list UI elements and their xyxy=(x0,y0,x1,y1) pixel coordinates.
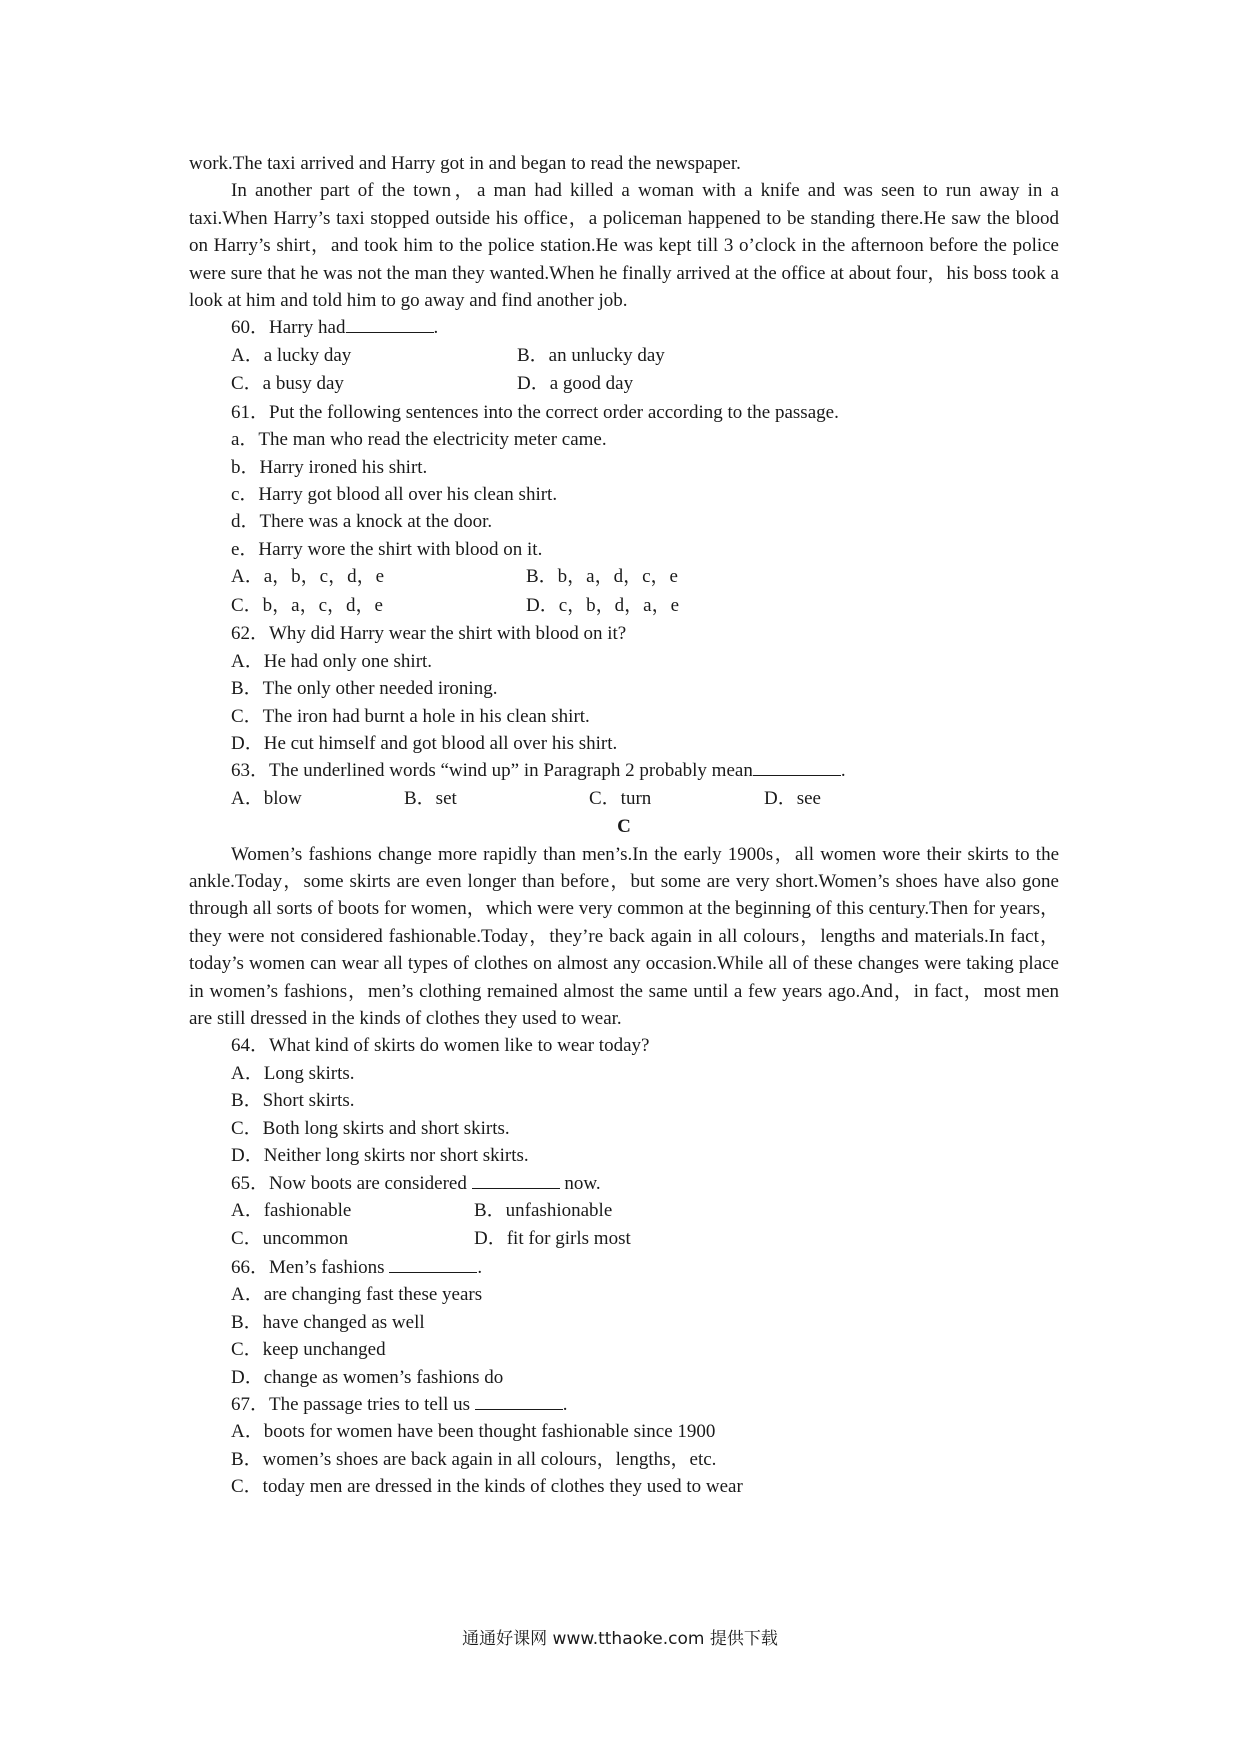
question-63 xyxy=(189,757,1059,784)
question-60-end: . xyxy=(433,317,439,339)
option-c: C．uncommon xyxy=(231,1228,349,1250)
answer-blank xyxy=(389,1257,477,1273)
question-63-end: . xyxy=(840,760,846,782)
option-a: A．Long skirts. xyxy=(231,1062,355,1084)
option-d: D．change as women’s fashions do xyxy=(231,1366,504,1388)
page-footer: 通通好课网 www.tthaoke.com 提供下载 xyxy=(462,1629,778,1649)
question-67 xyxy=(189,1391,1059,1418)
question-60-options-row-1 xyxy=(189,342,1059,371)
option-a: A．a lucky day xyxy=(231,344,352,366)
question-63-stem: 63．The underlined words “wind up” in Paragraph 2 probably mean xyxy=(231,760,753,782)
question-60 xyxy=(189,314,1059,341)
option-d: D．see xyxy=(764,787,821,809)
question-61-options-row-1 xyxy=(189,563,1059,592)
option-c: C．b，a，c，d，e xyxy=(231,594,383,616)
answer-blank xyxy=(753,760,841,776)
list-item: b．Harry ironed his shirt. xyxy=(231,456,428,478)
option-c: C．Both long skirts and short skirts. xyxy=(231,1117,510,1139)
section-heading: C xyxy=(617,816,631,838)
option-b: B．an unlucky day xyxy=(517,344,665,366)
option-a: A．are changing fast these years xyxy=(231,1284,483,1306)
page-content xyxy=(189,150,1059,1501)
option-a: A．fashionable xyxy=(231,1199,352,1221)
passage-b-paragraph-1: work.The taxi arrived and Harry got in and began to read the newspaper. xyxy=(189,153,741,174)
list-item: d．There was a knock at the door. xyxy=(231,511,493,533)
answer-blank xyxy=(475,1394,563,1410)
question-62-stem: 62．Why did Harry wear the shirt with blood on it? xyxy=(231,623,627,645)
option-d: D．a good day xyxy=(517,373,634,395)
option-a: A．boots for women have been thought fashionable since 1900 xyxy=(231,1421,716,1443)
passage-c: Women’s fashions change more rapidly than men’s.In the early 1900s，all women wore their skirts to the ankle.Today，some skirts are even longer than before，but some are very short.Women’s shoes have also gone through all sorts of boots for women，which were very common at the beginning of this century.Then for years，they were not considered fashionable.Today，they’re back again in all colours，lengths and materials.In fact，today’s women can wear all types of clothes on almost any occasion.While all of these changes were taking place in women’s fashions，men’s clothing remained almost the same until a few years ago.And，in fact，most men are still dressed in the kinds of clothes they used to wear. xyxy=(189,843,1059,1030)
question-66-end: . xyxy=(477,1256,483,1278)
option-d: D．Neither long skirts nor short skirts. xyxy=(231,1145,529,1167)
question-65-options-row-2 xyxy=(189,1225,1059,1254)
option-c: C．a busy day xyxy=(231,373,344,395)
option-a: A．He had only one shirt. xyxy=(231,650,433,672)
option-b: B．set xyxy=(404,787,457,809)
option-b: B．unfashionable xyxy=(474,1199,613,1221)
option-d: D．He cut himself and got blood all over his shirt. xyxy=(231,732,618,754)
option-b: B．have changed as well xyxy=(231,1311,425,1333)
option-c: C．today men are dressed in the kinds of clothes they used to wear xyxy=(231,1476,743,1498)
question-61-options-row-2 xyxy=(189,592,1059,621)
option-b: B．Short skirts. xyxy=(231,1090,355,1112)
question-60-stem: 60．Harry had xyxy=(231,317,346,339)
option-b: B．women’s shoes are back again in all colours，lengths，etc. xyxy=(231,1448,717,1470)
option-c: C．turn xyxy=(589,787,652,809)
option-c: C．The iron had burnt a hole in his clean shirt. xyxy=(231,705,590,727)
option-b: B．b，a，d，c，e xyxy=(526,566,678,588)
question-65-options-row-1 xyxy=(189,1197,1059,1226)
option-d: D．c，b，d，a，e xyxy=(526,594,680,616)
question-67-stem: 67．The passage tries to tell us xyxy=(231,1393,471,1415)
answer-blank xyxy=(472,1173,560,1189)
passage-b-paragraph-2: In another part of the town，a man had killed a woman with a knife and was seen to run away in a taxi.When Harry’s taxi stopped outside his office，a policeman happened to be standing there.He saw the blood on Harry’s shirt，and took him to the police station.He was kept till 3 o’clock in the afternoon before the police were sure that he was not the man they wanted.When he finally arrived at the office at about four，his boss took a look at him and told him to go away and find another job. xyxy=(189,180,1059,312)
question-66-stem: 66．Men’s fashions xyxy=(231,1256,385,1278)
option-b: B．The only other needed ironing. xyxy=(231,678,498,700)
list-item: a．The man who read the electricity meter came. xyxy=(231,429,607,451)
question-64-stem: 64．What kind of skirts do women like to wear today? xyxy=(231,1035,650,1057)
option-c: C．keep unchanged xyxy=(231,1339,386,1361)
option-a: A．a，b，c，d，e xyxy=(231,566,385,588)
list-item: e．Harry wore the shirt with blood on it. xyxy=(231,538,543,560)
question-63-options-row xyxy=(189,785,1059,814)
answer-blank xyxy=(346,317,434,333)
question-61-stem: 61．Put the following sentences into the correct order according to the passage. xyxy=(231,401,839,423)
question-65-end: now. xyxy=(564,1172,601,1194)
option-d: D．fit for girls most xyxy=(474,1228,631,1250)
question-65 xyxy=(189,1170,1059,1197)
question-67-end: . xyxy=(562,1393,568,1415)
question-65-stem: 65．Now boots are considered xyxy=(231,1172,467,1194)
question-60-options-row-2 xyxy=(189,370,1059,399)
list-item: c．Harry got blood all over his clean shirt. xyxy=(231,484,558,506)
option-a: A．blow xyxy=(231,787,302,809)
question-66 xyxy=(189,1254,1059,1281)
